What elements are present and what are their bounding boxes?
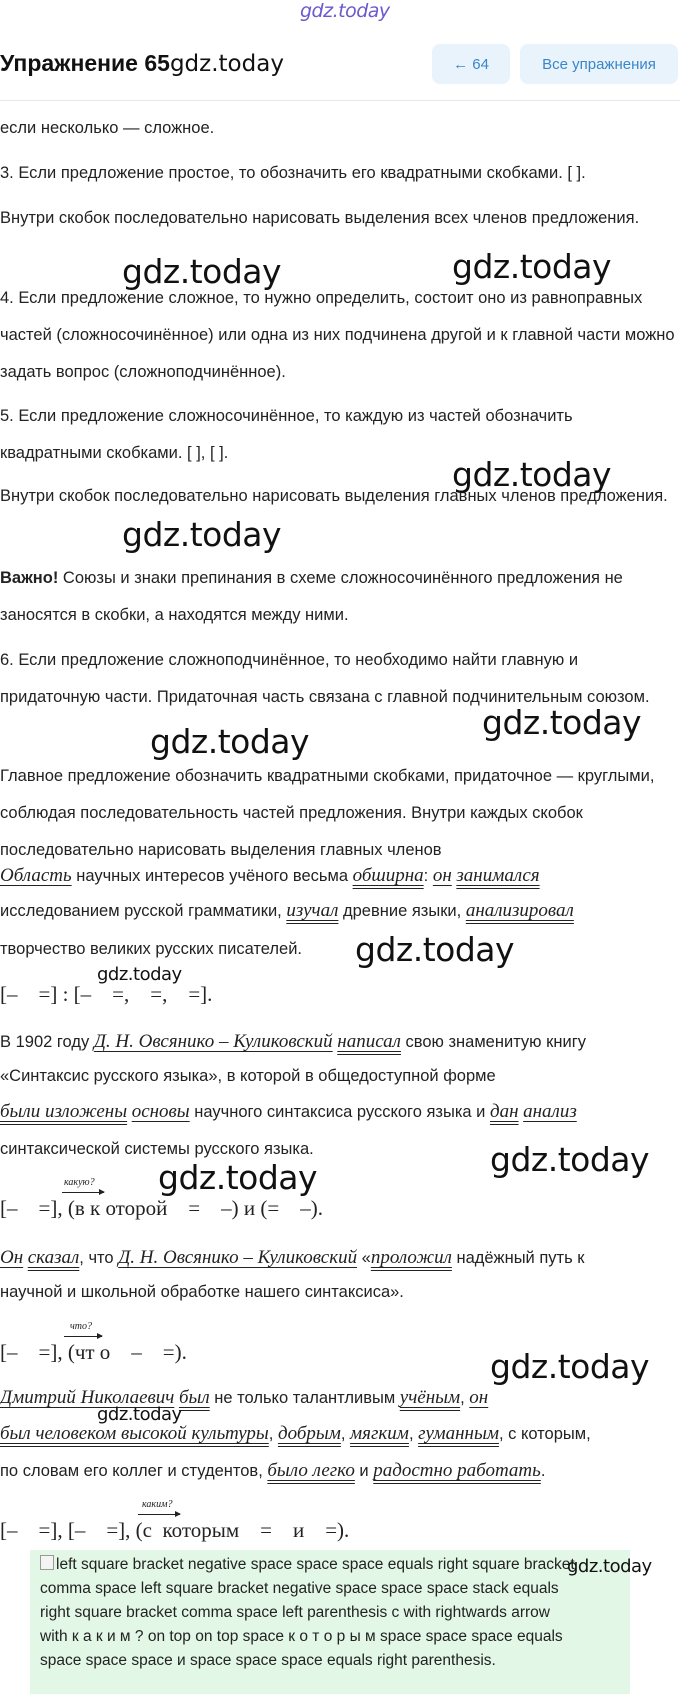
watermark: gdz.today: [169, 51, 284, 77]
paragraph: Главное предложение обозначить квадратными скобками, придаточное — круглыми, соблюдая последовательность частей предложения. Внутри каждых скобок последовательно нарисовать выделения главных членов: [0, 767, 655, 859]
watermark: gdz.today: [158, 1158, 318, 1197]
watermark: gdz.today: [567, 1556, 652, 1577]
watermark: gdz.today: [122, 252, 282, 291]
arrow-icon: [62, 1192, 104, 1193]
prev-exercise-button[interactable]: [432, 44, 510, 84]
sentence-scheme: [– =], (в к оторой = –) и (= –).: [0, 1196, 323, 1220]
site-watermark: gdz.today: [300, 0, 390, 22]
important-label: Важно!: [0, 569, 59, 587]
sentence-line: научной и школьной обработке нашего синтаксиса».: [0, 1283, 404, 1301]
question-label: каким?: [142, 1499, 173, 1510]
broken-image-icon: [40, 1555, 54, 1570]
sentence-line: Он сказал, что Д. Н. Овсянико – Куликовский «проложил надёжный путь к: [0, 1247, 585, 1268]
prev-label: ← 64: [453, 55, 489, 73]
arrow-icon: [64, 1336, 102, 1337]
sentence-line: синтаксической системы русского языка.: [0, 1140, 314, 1158]
paragraph: 5. Если предложение сложносочинённое, то каждую из частей обозначить квадратными скобками. [ ], [ ].: [0, 407, 573, 462]
question-label: что?: [70, 1321, 92, 1332]
watermark: gdz.today: [355, 930, 515, 969]
paragraph: Важно! Союзы и знаки препинания в схеме сложносочинённого предложения не заносятся в скобки, а находятся между ними.: [0, 569, 623, 624]
all-label: Все упражнения: [542, 55, 656, 73]
watermark: gdz.today: [97, 964, 182, 985]
page-title: Упражнение 65gdz.today: [0, 50, 284, 77]
sentence-line: исследованием русской грамматики, изучал древние языки, анализировал: [0, 900, 574, 921]
watermark: gdz.today: [490, 1347, 650, 1386]
paragraph: 4. Если предложение сложное, то нужно определить, состоит оно из равноправных частей (сложносочинённое) или одна из них подчинена другой и к главной части можно задать вопрос (сложноподчинённое).: [0, 289, 675, 381]
paragraph: Внутри скобок последовательно нарисовать выделения всех членов предложения.: [0, 209, 640, 227]
header-divider: [0, 100, 680, 101]
paragraph: 3. Если предложение простое, то обозначить его квадратными скобками. [ ].: [0, 164, 586, 182]
sentence-line: В 1902 году Д. Н. Овсянико – Куликовский написал свою знаменитую книгу: [0, 1031, 586, 1052]
sentence-line: по словам его коллег и студентов, было легко и радостно работать.: [0, 1460, 546, 1481]
sentence-line: Дмитрий Николаевич был не только талантливым учёным, он: [0, 1387, 489, 1408]
sentence-scheme: [– =], (чт о – =).: [0, 1340, 187, 1364]
sentence-scheme: [– =], [– =], (с которым = и =).: [0, 1518, 350, 1542]
watermark: gdz.today: [490, 1140, 650, 1179]
arrow-icon: [138, 1514, 180, 1515]
sentence-scheme: [– =] : [– =, =, =].: [0, 982, 213, 1006]
watermark: gdz.today: [452, 247, 612, 286]
watermark: gdz.today: [97, 1404, 182, 1425]
watermark: gdz.today: [482, 703, 642, 742]
paragraph: если несколько — сложное.: [0, 119, 215, 137]
sentence-line: был человеком высокой культуры, добрым, мягким, гуманным, с которым,: [0, 1423, 591, 1444]
watermark: gdz.today: [150, 722, 310, 761]
paragraph: Внутри скобок последовательно нарисовать выделения главных членов предложения.: [0, 487, 668, 505]
sentence-line: «Синтаксис русского языка», в которой в общедоступной форме: [0, 1067, 496, 1085]
paragraph: 6. Если предложение сложноподчинённое, то необходимо найти главную и придаточную части. Придаточная часть связана с главной подчинительным союзом.: [0, 651, 650, 706]
sentence-line: были изложены основы научного синтаксиса русского языка и дан анализ: [0, 1101, 577, 1122]
sentence-line: Область научных интересов учёного весьма обширна: он занимался: [0, 865, 540, 886]
question-label: какую?: [64, 1177, 95, 1188]
all-exercises-button[interactable]: [520, 44, 678, 84]
watermark: gdz.today: [122, 515, 282, 554]
watermark: gdz.today: [452, 455, 612, 494]
image-alt-text: left square bracket negative space space space equals right square bracket comma space left square bracket negative space space space stack equals right square bracket comma space left parenthesis с with rightwards arrow with к а к и м ? on top on top space к о т о р ы м space space space equals space space space и space space space equals right parenthesis.: [40, 1556, 575, 1669]
sentence-line: творчество великих русских писателей.: [0, 940, 303, 958]
